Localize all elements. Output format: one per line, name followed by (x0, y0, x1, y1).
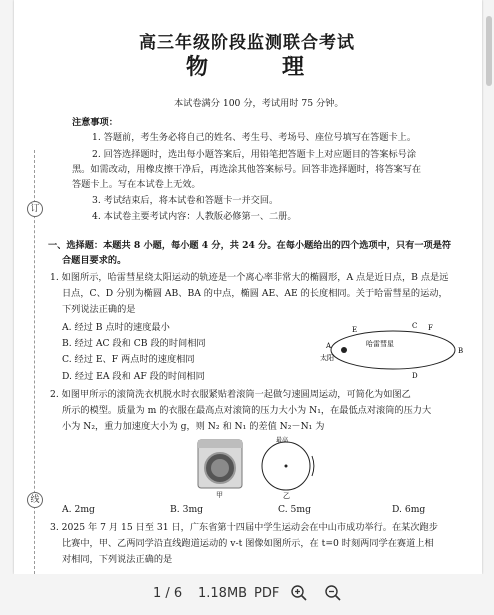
question-text: 2. 如图甲所示的滚筒洗衣机脱水时衣服紧贴着滚筒一起做匀速圆周运动，可简化为如图乙 (50, 389, 411, 400)
answer-option: C. 经过 E、F 两点时的速度相同 (62, 354, 195, 365)
pdf-page (14, 0, 482, 574)
binding-mark: 订 (27, 201, 43, 217)
point-label: F (428, 324, 433, 332)
exam-info: 本试卷满分 100 分，考试用时 75 分钟。 (174, 98, 344, 109)
section-heading: 一、选择题：本题共 8 小题，每小题 4 分，共 24 分。在每小题给出的四个选项中，只有一项是符 (48, 240, 452, 251)
question-text: 对相同，下列说法正确的是 (62, 554, 173, 565)
exam-title: 高三年级阶段监测联合考试 (139, 33, 355, 53)
answer-option: D. 经过 EA 段和 AF 段的时间相同 (62, 371, 205, 382)
point-label: E (352, 326, 358, 334)
answer-option: D. 6mg (392, 504, 426, 515)
notice-line: 答题卡上。写在本试卷上无效。 (72, 179, 201, 190)
point-label: D (412, 372, 418, 380)
file-format: PDF (254, 586, 280, 601)
comet-label: 哈雷彗星 (366, 340, 394, 348)
figure-label: 乙 (283, 492, 290, 500)
answer-option: A. 经过 B 点时的速度最小 (62, 322, 170, 333)
scrollbar-track[interactable] (484, 0, 494, 574)
washing-machine-figure (196, 438, 244, 498)
figure-label: 甲 (216, 491, 223, 498)
notice-line: 3. 考试结束后，将本试卷和答题卡一并交回。 (92, 195, 279, 206)
answer-option: B. 3mg (170, 504, 204, 515)
figure-label: 最高 (276, 437, 289, 444)
drum-circle-figure (250, 436, 330, 500)
section-heading: 合题目要求的。 (62, 255, 127, 266)
question-text: 下列说法正确的是 (62, 304, 136, 315)
question-text: 小为 N₂，重力加速度大小为 g，则 N₂ 和 N₁ 的差值 N₂－N₁ 为 (62, 421, 325, 432)
point-label: A (326, 342, 332, 350)
orbit-ellipse (331, 331, 455, 369)
sun-dot (341, 347, 347, 353)
notice-heading: 注意事项： (72, 117, 118, 128)
pdf-toolbar (0, 574, 494, 615)
zoom-out-icon[interactable] (324, 584, 342, 602)
binding-mark: 线 (27, 492, 43, 508)
comet-orbit-figure (316, 320, 466, 380)
file-size: 1.18MB (198, 586, 248, 601)
sun-label: 太阳 (320, 354, 334, 362)
page-indicator[interactable]: 1 / 6 (153, 586, 183, 601)
zoom-in-icon[interactable] (290, 584, 308, 602)
notice-line: 黑。如需改动，用橡皮擦干净后，再选涂其他答案标号。回答非选择题时，将答案写在 (72, 164, 422, 175)
answer-option: B. 经过 AC 段和 CB 段的时间相同 (62, 338, 206, 349)
answer-option: A. 2mg (62, 504, 95, 515)
question-text: 日点，C、D 分别为椭圆 AB、BA 的中点，椭圆 AE、AE 的长度相同。关于哈雷彗星的运动， (62, 288, 448, 299)
point-label: C (412, 322, 418, 330)
question-text: 3. 2025 年 7 月 15 日至 31 日，广东省第十四届中学生运动会在中山市成功举行。在某次跑步 (50, 522, 438, 533)
exam-subject: 物 理 (185, 54, 330, 80)
question-text: 1. 如图所示，哈雷彗星绕太阳运动的轨迹是一个离心率非常大的椭圆形，A 点是近日点，B 点是远 (50, 272, 449, 283)
point-label: B (458, 347, 464, 355)
notice-line: 2. 回答选择题时，选出每小题答案后，用铅笔把答题卡上对应题目的答案标号涂 (92, 149, 417, 160)
notice-line: 4. 本试卷主要考试内容：人教版必修第一、二册。 (92, 211, 297, 222)
question-text: 所示的模型。质量为 m 的衣服在最高点对滚筒的压力大小为 N₁，在最低点对滚筒的压力大 (62, 405, 432, 416)
notice-line: 1. 答题前，考生务必将自己的姓名、考生号、考场号、座位号填写在答题卡上。 (92, 132, 417, 143)
question-text: 比赛中，甲、乙两同学沿直线跑道运动的 v-t 图像如图所示，在 t=0 时刻两同学在赛道上相 (62, 538, 434, 549)
answer-option: C. 5mg (278, 504, 311, 515)
